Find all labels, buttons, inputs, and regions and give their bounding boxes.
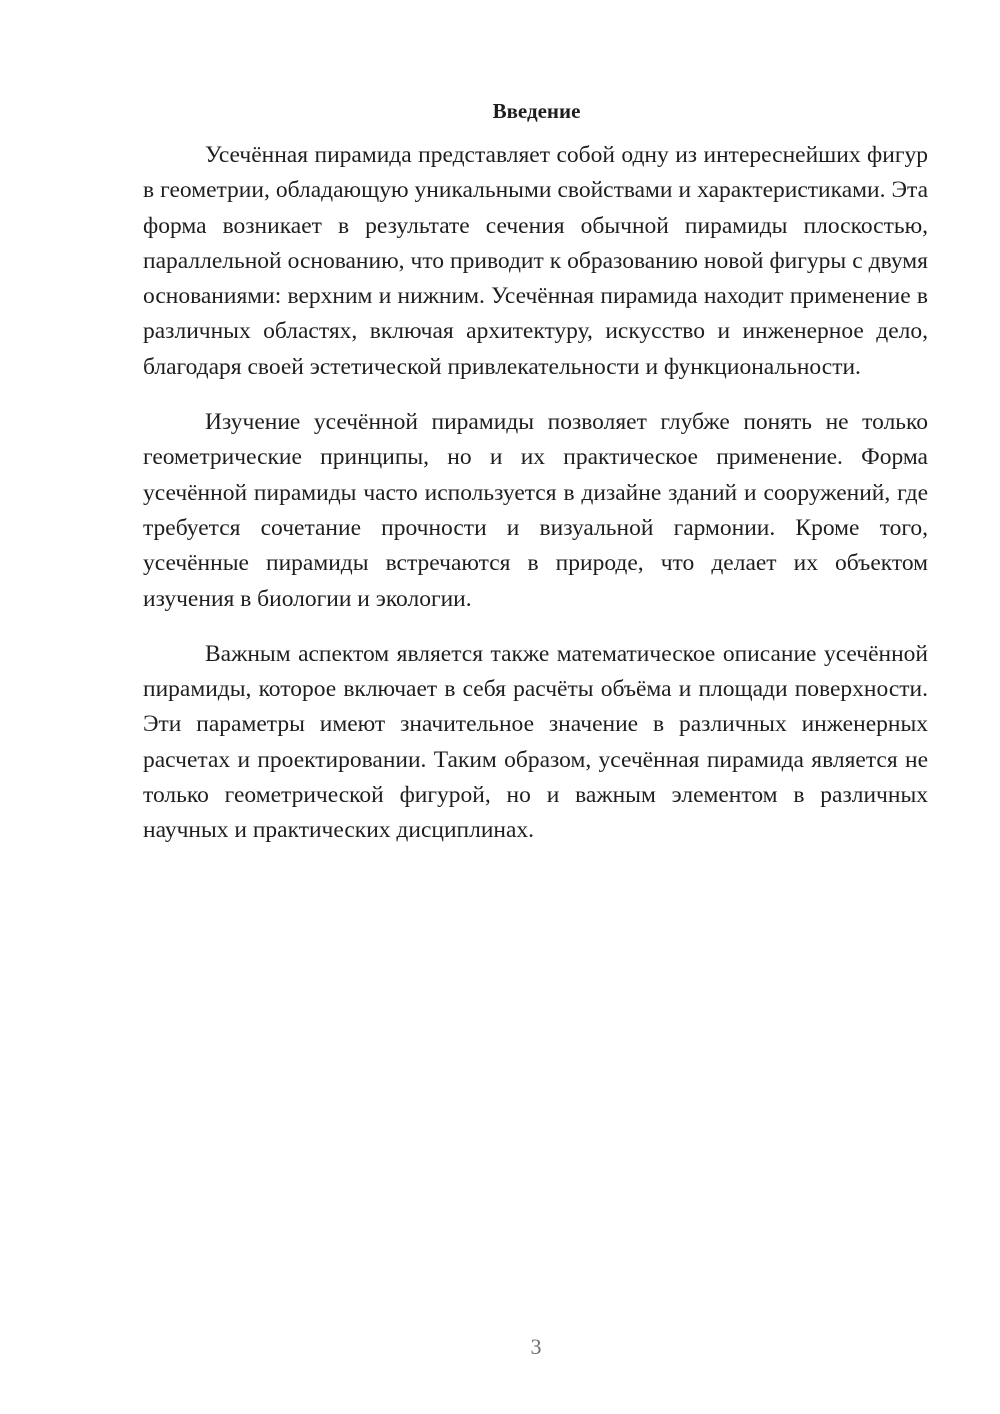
paragraph-1: Усечённая пирамида представляет собой одну из интереснейших фигур в геометрии, обладающую уникальными свойствами и характеристиками. Эта форма возникает в результате сечения обычной пирамиды плоскостью, параллельной основанию, что приводит к образованию новой фигуры с двумя основаниями: верхним и нижним. Усечённая пирамида находит применение в различных областях, включая архитектуру, искусство и инженерное дело, благодаря своей эстетической привлекательности и функциональности. [143,142,928,380]
paragraph-2: Изучение усечённой пирамиды позволяет глубже понять не только геометрические принципы, но и их практическое применение. Форма усечённой пирамиды часто используется в дизайне зданий и сооружений, где требуется сочетание прочности и визуальной гармонии. Кроме того, усечённые пирамиды встречаются в природе, что делает их объектом изучения в биологии и экологии. [143,409,928,612]
document-body [143,96,928,869]
page-number: 3 [530,1334,542,1359]
paragraph-3: Важным аспектом является также математическое описание усечённой пирамиды, которое включает в себя расчёты объёма и площади поверхности. Эти параметры имеют значительное значение в различных инженерных расчетах и проектировании. Таким образом, усечённая пирамида является не только геометрической фигурой, но и важным элементом в различных научных и практических дисциплинах. [143,640,928,844]
section-title: Введение [492,99,581,123]
